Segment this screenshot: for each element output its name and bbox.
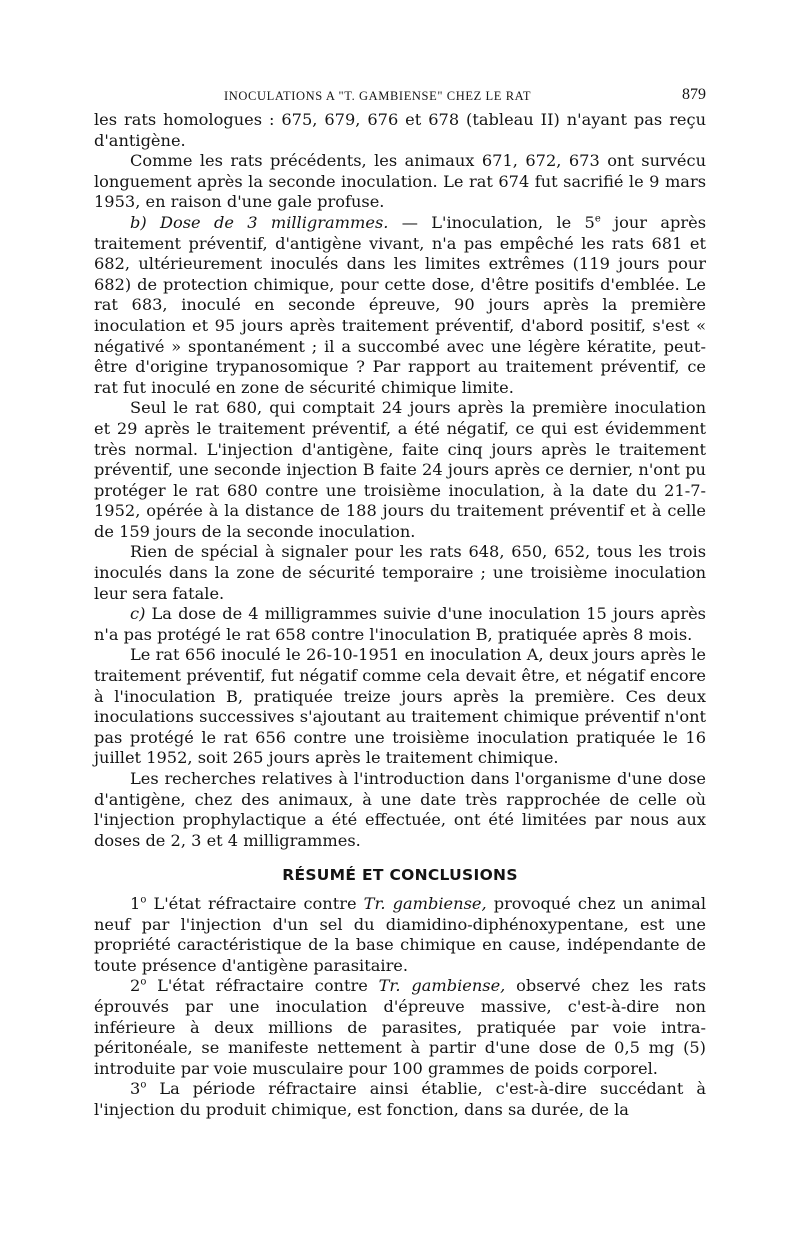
paragraph: les rats homologues : 675, 679, 676 et 678 (tableau II) n'ayant pas reçu d'antigène. xyxy=(94,110,706,150)
conclusion-item: 2$^o$ L'état réfractaire contre Tr. gambiense, observé chez les rats éprouvés par une inoculation d'épreuve massive, c'est-à-dire non inférieure à deux millions de parasites, pratiquée par voie intra-péritonéale, se manifeste nettement à partir d'une dose de 0,5 mg (5) introduite par voie musculaire pour 100 grammes de poids corporel. xyxy=(94,976,706,1078)
conclusion-item: 1$^o$ L'état réfractaire contre Tr. gambiense, provoqué chez un animal neuf par l'injection d'un sel du diamidino-diphénoxypentane, est une propriété caractéristique de la base chimique en cause, indépendante de toute présence d'antigène parasitaire. xyxy=(94,893,706,975)
body-text xyxy=(94,110,706,1121)
page-number: 879 xyxy=(682,86,706,103)
paragraph: Les recherches relatives à l'introduction dans l'organisme d'une dose d'antigène, chez des animaux, à une date très rapprochée de celle où l'injection prophylactique a été effectuée, ont été limitées par nous aux doses de 2, 3 et 4 milligrammes. xyxy=(94,769,706,850)
section-title: RÉSUMÉ ET CONCLUSIONS xyxy=(282,866,518,885)
document-page xyxy=(94,80,706,1121)
paragraph: Le rat 656 inoculé le 26-10-1951 en inoculation A, deux jours après le traitement préventif, fut négatif comme cela devait être, et négatif encore à l'inoculation B, pratiquée treize jours après la première. Ces deux inoculations successives s'ajoutant au traitement chimique préventif n'ont pas protégé le rat 656 contre une troisième inoculation pratiquée le 16 juillet 1952, soit 265 jours après le traitement chimique. xyxy=(94,645,706,768)
paragraph: c) La dose de 4 milligrammes suivie d'une inoculation 15 jours après n'a pas protégé le rat 658 contre l'inoculation B, pratiquée après 8 mois. xyxy=(94,604,706,644)
conclusion-item: 3$^o$ La période réfractaire ainsi établie, c'est-à-dire succédant à l'injection du produit chimique, est fonction, dans sa durée, de la xyxy=(94,1079,706,1119)
subsection-lead: b) Dose de 3 milligrammes. xyxy=(130,212,389,232)
running-head: INOCULATIONS A "T. GAMBIENSE" CHEZ LE RAT xyxy=(224,89,532,103)
paragraph: Seul le rat 680, qui comptait 24 jours après la première inoculation et 29 après le traitement préventif, a été négatif, ce qui est évidemment très normal. L'injection d'antigène, faite cinq jours après le traitement préventif, une seconde injection B faite 24 jours après ce dernier, n'ont pu protéger le rat 680 contre une troisième inoculation, à la date du 21-7-1952, opérée à la distance de 188 jours du traitement préventif et à celle de 159 jours de la seconde inoculation. xyxy=(94,398,706,541)
subsection-lead: c) xyxy=(130,604,146,624)
paragraph: Rien de spécial à signaler pour les rats 648, 650, 652, tous les trois inoculés dans la zone de sécurité temporaire ; une troisième inoculation leur sera fatale. xyxy=(94,542,706,603)
paragraph: Comme les rats précédents, les animaux 671, 672, 673 ont survécu longuement après la seconde inoculation. Le rat 674 fut sacrifié le 9 mars 1953, en raison d'une gale profuse. xyxy=(94,151,706,212)
page-header xyxy=(94,80,706,110)
paragraph: b) Dose de 3 milligrammes. — L'inoculation, le 5e jour après traitement préventif, d'antigène vivant, n'a pas empêché les rats 681 et 682, ultérieurement inoculés dans les limites extrêmes (119 jours pour 682) de protection chimique, pour cette dose, d'être positifs d'emblée. Le rat 683, inoculé en seconde épreuve, 90 jours après la première inoculation et 95 jours après traitement préventif, d'abord positif, s'est « négativé » spontanément ; il a succombé avec une légère kératite, peut-être d'origine trypanosomique ? Par rapport au traitement préventif, ce rat fut inoculé en zone de sécurité chimique limite. xyxy=(94,212,706,397)
